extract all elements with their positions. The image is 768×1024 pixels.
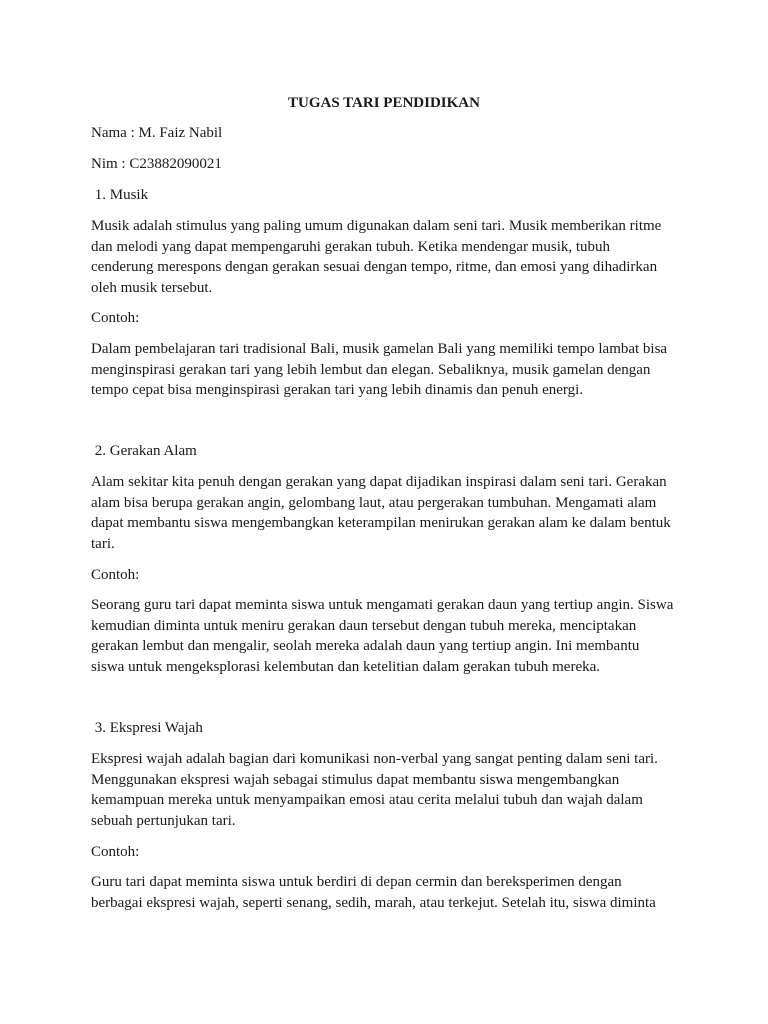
student-nim: Nim : C23882090021: [91, 156, 222, 172]
section-example-ekspresi-wajah: [91, 872, 681, 913]
paragraph-line: dapat membantu siswa mengembangkan keterampilan menirukan gerakan alam ke dalam bentuk: [91, 515, 671, 531]
paragraph-line: berbagai ekspresi wajah, seperti senang, sedih, marah, atau terkejut. Setelah itu, siswa diminta: [91, 894, 656, 911]
section-body-musik: [91, 216, 681, 298]
section-body-gerakan-alam: [91, 472, 681, 554]
example-label: Contoh:: [91, 844, 140, 860]
paragraph-line: siswa untuk mengeksplorasi kelembutan dan ketelitian dalam gerakan tubuh mereka.: [91, 658, 601, 675]
paragraph-line: menginspirasi gerakan tari yang lebih lembut dan elegan. Sebaliknya, musik gamelan dengan: [91, 361, 651, 378]
paragraph-line: Dalam pembelajaran tari tradisional Bali, musik gamelan Bali yang memiliki tempo lambat bisa: [91, 341, 668, 357]
document-title: TUGAS TARI PENDIDIKAN: [288, 95, 480, 111]
paragraph-line: cenderung merespons dengan gerakan sesuai dengan tempo, ritme, dan emosi yang dihadirkan: [91, 259, 658, 275]
paragraph-line: Guru tari dapat meminta siswa untuk berdiri di depan cermin dan bereksperimen dengan: [91, 874, 622, 890]
paragraph-line: Seorang guru tari dapat meminta siswa untuk mengamati gerakan daun yang tertiup angin. Siswa: [91, 597, 674, 613]
paragraph-line: kemampuan mereka untuk menyampaikan emosi atau cerita melalui tubuh dan wajah dalam: [91, 792, 643, 808]
paragraph-line: Menggunakan ekspresi wajah sebagai stimulus dapat membantu siswa mengembangkan: [91, 771, 620, 788]
section-example-gerakan-alam: [91, 595, 681, 677]
student-name: Nama : M. Faiz Nabil: [91, 125, 223, 141]
section-heading-gerakan-alam: 2. Gerakan Alam: [91, 443, 197, 459]
section-example-musik: [91, 339, 681, 401]
paragraph-line: tari.: [91, 535, 115, 552]
paragraph-line: dan melodi yang dapat mempengaruhi gerakan tubuh. Ketika mendengar musik, tubuh: [91, 238, 611, 255]
example-label: Contoh:: [91, 310, 140, 326]
paragraph-line: Musik adalah stimulus yang paling umum digunakan dalam seni tari. Musik memberikan ritme: [91, 218, 662, 234]
paragraph-line: Ekspresi wajah adalah bagian dari komunikasi non-verbal yang sangat penting dalam seni tari.: [91, 751, 658, 767]
paragraph-line: sebuah pertunjukan tari.: [91, 812, 236, 829]
section-heading-ekspresi-wajah: 3. Ekspresi Wajah: [91, 720, 203, 736]
paragraph-line: gerakan lembut dan mengalir, seolah mereka adalah daun yang tertiup angin. Ini membantu: [91, 638, 640, 654]
example-label: Contoh:: [91, 567, 140, 583]
paragraph-line: Alam sekitar kita penuh dengan gerakan yang dapat dijadikan inspirasi dalam seni tari. Gerakan: [91, 474, 667, 490]
paragraph-line: oleh musik tersebut.: [91, 279, 213, 296]
section-heading-musik: 1. Musik: [91, 187, 149, 203]
paragraph-line: tempo cepat bisa menginspirasi gerakan tari yang lebih dinamis dan penuh energi.: [91, 382, 584, 398]
paragraph-line: alam bisa berupa gerakan angin, gelombang laut, atau pergerakan tumbuhan. Mengamati alam: [91, 494, 657, 511]
section-body-ekspresi-wajah: [91, 749, 681, 831]
paragraph-line: kemudian diminta untuk meniru gerakan daun tersebut dengan tubuh mereka, menciptakan: [91, 617, 637, 634]
